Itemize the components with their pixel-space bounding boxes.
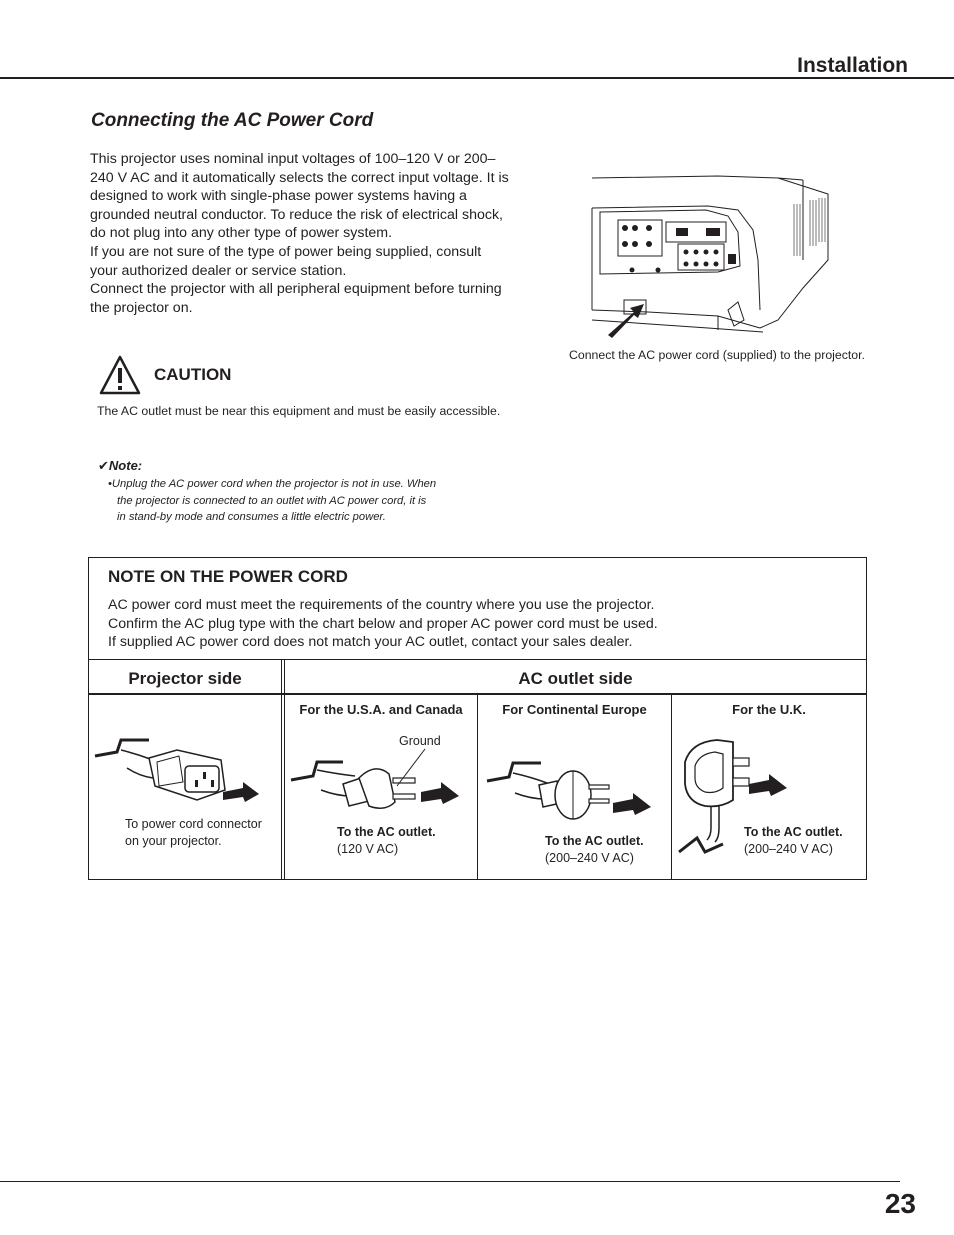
outlet-label: To the AC outlet. bbox=[744, 825, 843, 839]
note-line: in stand-by mode and consumes a little electric power. bbox=[117, 511, 386, 524]
page-title: Connecting the AC Power Cord bbox=[91, 110, 374, 131]
us-plug-icon bbox=[289, 746, 464, 818]
image-caption: Connect the AC power cord (supplied) to the projector. bbox=[569, 348, 865, 362]
ground-label: Ground bbox=[399, 734, 441, 748]
power-cord-note-box bbox=[88, 557, 867, 880]
table-divider bbox=[671, 694, 672, 880]
paragraph: Connect the projector with all peripheral equipment before turning the projector on. bbox=[90, 281, 502, 316]
eu-plug-icon bbox=[485, 753, 660, 825]
projector-rear-illustration bbox=[588, 170, 833, 340]
ac-outlet-side-header: AC outlet side bbox=[518, 669, 633, 688]
region-header-usa: For the U.S.A. and Canada bbox=[299, 702, 463, 717]
note-text bbox=[108, 476, 508, 526]
outlet-label: To the AC outlet. bbox=[337, 825, 436, 839]
table-divider bbox=[284, 659, 285, 880]
note-title bbox=[98, 458, 142, 474]
box-line: Confirm the AC plug type with the chart below and proper AC power cord must be used. bbox=[108, 615, 658, 632]
eu-outlet-caption bbox=[545, 833, 644, 867]
section-title: Installation bbox=[797, 54, 908, 77]
outlet-label: To the AC outlet. bbox=[545, 834, 644, 848]
footer-rule bbox=[0, 1181, 900, 1182]
body-text bbox=[90, 150, 510, 317]
note-line: the projector is connected to an outlet with AC power cord, it is bbox=[117, 494, 427, 507]
note-line: •Unplug the AC power cord when the projector is not in use. When bbox=[108, 478, 437, 490]
iec-connector-icon bbox=[93, 728, 265, 812]
region-header-uk: For the U.K. bbox=[732, 702, 806, 717]
box-text bbox=[108, 596, 828, 652]
table-divider bbox=[477, 694, 478, 880]
box-title: NOTE ON THE POWER CORD bbox=[108, 567, 348, 586]
projector-side-caption: To power cord connector on your projector. bbox=[125, 817, 262, 848]
table-divider bbox=[281, 659, 282, 880]
projector-side-header: Projector side bbox=[128, 669, 242, 688]
caution-title: CAUTION bbox=[154, 365, 232, 384]
paragraph: This projector uses nominal input voltages of 100–120 V or 200–240 V AC and it automatically selects the correct input voltage. It is designed to work with single-phase power systems having a grounded neutral conductor. To reduce the risk of electrical shock, do not plug into any other type of power system. bbox=[90, 151, 509, 242]
box-line: If supplied AC power cord does not match your AC outlet, contact your sales dealer. bbox=[108, 634, 633, 651]
box-line: AC power cord must meet the requirements of the country where you use the projector. bbox=[108, 597, 655, 613]
voltage-label: (200–240 V AC) bbox=[744, 842, 833, 856]
region-header-europe: For Continental Europe bbox=[502, 702, 647, 717]
caution-text: The AC outlet must be near this equipment and must be easily accessible. bbox=[97, 404, 501, 418]
warning-icon bbox=[99, 355, 141, 395]
voltage-label: (120 V AC) bbox=[337, 842, 399, 856]
table-rule bbox=[89, 659, 866, 660]
uk-outlet-caption bbox=[744, 824, 843, 858]
page-number: 23 bbox=[884, 1188, 916, 1219]
paragraph: If you are not sure of the type of power being supplied, consult your authorized dealer or service station. bbox=[90, 243, 482, 279]
checkmark-icon: ✔ bbox=[98, 458, 109, 473]
note-label: Note: bbox=[108, 458, 143, 473]
us-outlet-caption bbox=[337, 824, 436, 858]
voltage-label: (200–240 V AC) bbox=[545, 851, 634, 865]
